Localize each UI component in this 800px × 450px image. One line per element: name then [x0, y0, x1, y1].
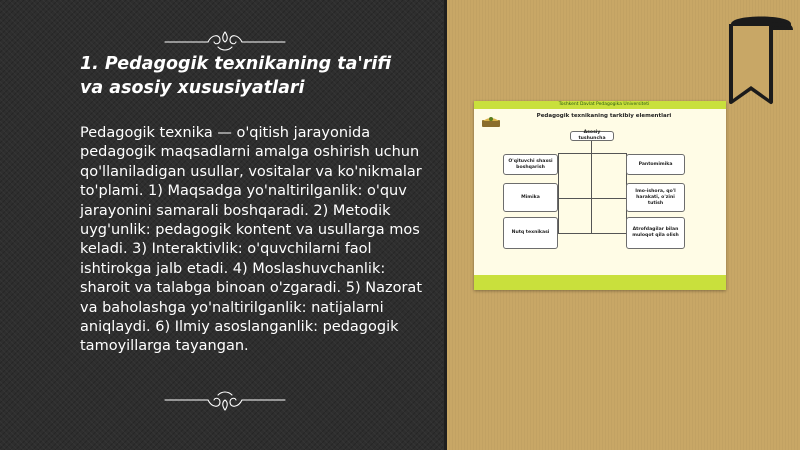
diagram-node-root: Asosiy tushuncha [570, 131, 614, 141]
diagram-connector [558, 198, 627, 199]
embedded-slide-title: Pedagogik texnikaning tarkibiy elementlari [536, 113, 672, 119]
bookmark-ribbon-icon [717, 16, 795, 108]
diagram-connector [558, 153, 626, 154]
embedded-slide-image [474, 101, 726, 290]
slide-top-band-text: Toshkent Davlat Pedagogika Universiteti [558, 102, 650, 107]
slide-bottom-band [474, 275, 726, 290]
diagram-connector [591, 141, 592, 153]
flourish-ornament-top [160, 30, 290, 54]
diagram-node-right-2: Imo-ishora, qo'l harakati, o'zini tutish [626, 183, 685, 212]
diagram-node-right-3: Atrofdagilar bilan muloqot qila olish [626, 217, 685, 249]
book-logo-icon [480, 115, 502, 129]
panel-divider [444, 0, 447, 450]
diagram-connector [558, 153, 559, 233]
diagram-connector [558, 233, 627, 234]
diagram-node-left-3: Nutq texnikasi [503, 217, 558, 249]
flourish-ornament-bottom [160, 388, 290, 412]
diagram-node-left-1: O'qituvchi shaxsi boshqarish [503, 154, 558, 175]
diagram-node-right-1: Pantomimika [626, 154, 685, 175]
body-paragraph: Pedagogik texnika — o'qitish jarayonida pedagogik maqsadlarni amalga oshirish uchun qo'llaniladigan usullar, vositalar va ko'nikmalar to'plami. 1) Maqsadga yo'naltirilganlik: o'quv jarayonini samarali boshqaradi. 2) Metodik uyg'unlik: pedagogik kontent va usullarga mos keladi. 3) Interaktivlik: o'quvchilarni faol ishtirokga jalb etadi. 4) Moslashuvchanlik: sharoit va talabga binoan o'zgaradi. 5) Nazorat va baholashga yo'naltirilganlik: natijalarni aniqlaydi. 6) Ilmiy asoslanganlik: pedagogik tamoyillarga tayangan. [80, 125, 423, 355]
diagram-connector [591, 153, 592, 233]
diagram-node-left-2: Mimika [503, 183, 558, 212]
slide-title: 1. Pedagogik texnikaning ta'rifi va asosiy xususiyatlari [80, 54, 392, 98]
